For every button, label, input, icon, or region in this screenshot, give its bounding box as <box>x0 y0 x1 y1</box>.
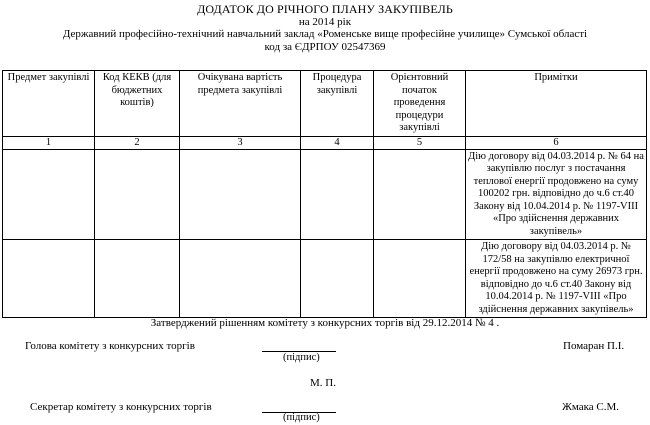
cell-note: Дію договору від 04.03.2014 р. № 64 на закупівлю послуг з постачання теплової енергії продовжено на суму 100202 грн. відповідно до ч.6 ст.40 Закону від 10.04.2014 р. № 1197-VIII «Про здійснення державних закупівель» <box>466 149 647 240</box>
cell-cost <box>180 149 301 240</box>
col-header-kekv: Код КЕКВ (для бюджетних коштів) <box>95 71 180 137</box>
col-number: 2 <box>95 136 180 149</box>
col-number: 6 <box>466 136 647 149</box>
cell-procedure <box>301 240 374 318</box>
col-header-subject: Предмет закупівлі <box>3 71 95 137</box>
cell-start <box>374 149 466 240</box>
cell-cost <box>180 240 301 318</box>
col-header-cost: Очікувана вартість предмета закупівлі <box>180 71 301 137</box>
table-row <box>3 240 647 318</box>
procurement-table <box>2 70 647 318</box>
organization-name: Державний професійно-технічний навчальний заклад «Роменське вище професійне училище» Сумської області <box>62 28 588 40</box>
organization-code: код за ЄДРПОУ 02547369 <box>264 40 386 53</box>
cell-procedure <box>301 149 374 240</box>
col-number: 5 <box>374 136 466 149</box>
col-number: 4 <box>301 136 374 149</box>
table-row <box>3 149 647 240</box>
document-header <box>0 3 650 53</box>
col-header-procedure: Процедура закупівлі <box>301 71 374 137</box>
col-number: 3 <box>180 136 301 149</box>
cell-kekv <box>95 149 180 240</box>
document-year: на 2014 рік <box>298 15 352 28</box>
cell-start <box>374 240 466 318</box>
cell-kekv <box>95 240 180 318</box>
secretary-name: Жмака С.М. <box>562 401 620 413</box>
cell-subject <box>3 240 95 318</box>
col-header-start: Орієнтовний початок проведення процедури закупівлі <box>374 71 466 137</box>
table-header-row <box>3 71 647 137</box>
head-name: Помаран П.І. <box>563 340 625 352</box>
cell-note: Дію договору від 04.03.2014 р. № 172/58 на закупівлю електричної енергії продовжено на суму 26973 грн. відповідно до ч.6 ст.40 Закону від 10.04.2014 р. № 1197-VIII «Про здійснення державних закупівель» <box>466 240 647 318</box>
document-title: ДОДАТОК ДО РІЧНОГО ПЛАНУ ЗАКУПІВЕЛЬ <box>197 2 453 16</box>
head-role: Голова комітету з конкурсних торгів <box>25 340 195 352</box>
secretary-role: Секретар комітету з конкурсних торгів <box>30 401 212 413</box>
head-signature-hint: (підпис) <box>283 352 320 363</box>
secretary-signature-hint: (підпис) <box>283 412 320 423</box>
approval-statement: Затверджений рішенням комітету з конкурсних торгів від 29.12.2014 № 4 . <box>150 317 500 329</box>
col-number: 1 <box>3 136 95 149</box>
col-header-notes: Примітки <box>466 71 647 137</box>
stamp-place: М. П. <box>310 377 336 389</box>
column-number-row <box>3 136 647 149</box>
cell-subject <box>3 149 95 240</box>
